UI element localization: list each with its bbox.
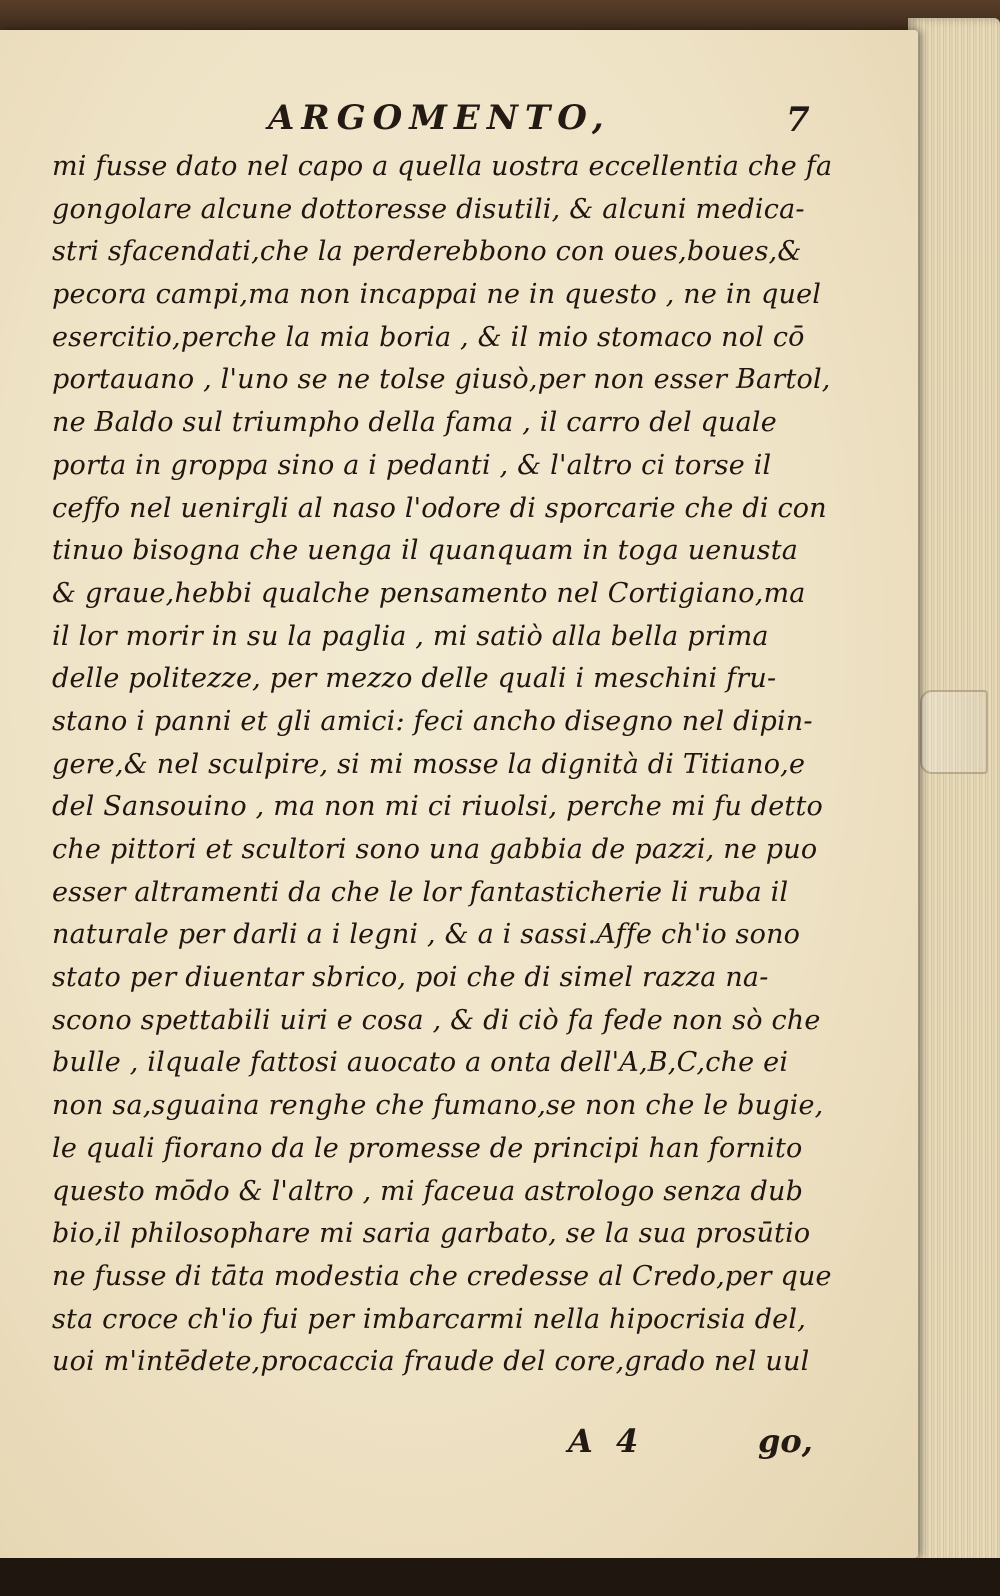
text-block: [52, 146, 842, 1384]
text-line: le quali fiorano da le promesse de principi han fornito: [52, 1132, 803, 1164]
text-line: gongolare alcune dottoresse disutili, & alcuni medica-: [52, 193, 805, 225]
text-line: gere,& nel sculpire, si mi mosse la dignità di Titiano,e: [52, 748, 806, 780]
text-line: tinuo bisogna che uenga il quanquam in toga uenusta: [52, 535, 799, 567]
text-line: naturale per darli a i legni , & a i sassi.Affe ch'io sono: [52, 919, 801, 951]
text-line: stano i panni et gli amici: feci ancho disegno nel dipin-: [52, 705, 813, 737]
text-line: esser altramenti da che le lor fantasticherie li ruba il: [52, 876, 789, 908]
text-line: ne Baldo sul triumpho della fama , il carro del quale: [52, 407, 777, 439]
text-line: scono spettabili uiri e cosa , & di ciò fa fede non sò che: [52, 1004, 821, 1036]
text-line: sta croce ch'io fui per imbarcarmi nella hipocrisia del,: [52, 1303, 806, 1335]
text-line: porta in groppa sino a i pedanti , & l'altro ci torse il: [52, 449, 772, 481]
signature-mark: A 4: [568, 1422, 645, 1460]
text-line: ne fusse di tāta modestia che credesse al Credo,per que: [52, 1260, 832, 1292]
text-line: pecora campi,ma non incappai ne in questo , ne in quel: [52, 279, 822, 311]
table-surface: [0, 1558, 1000, 1596]
text-line: ceffo nel uenirgli al naso l'odore di sporcarie che di con: [52, 492, 827, 524]
text-line: esercitio,perche la mia boria , & il mio stomaco nol cō: [52, 321, 805, 353]
page-edges: [908, 18, 1000, 1573]
text-line: questo mōdo & l'altro , mi faceua astrologo senza dub: [52, 1175, 804, 1207]
text-line: stato per diuentar sbrico, poi che di simel razza na-: [52, 962, 769, 994]
text-line: che pittori et scultori sono una gabbia de pazzi, ne puo: [52, 834, 818, 865]
text-line: mi fusse dato nel capo a quella uostra eccellentia che fa: [52, 151, 833, 182]
text-line: bio,il philosophare mi saria garbato, se la sua prosūtio: [52, 1218, 811, 1250]
text-line: portauano , l'uno se ne tolse giusò,per non esser Bartol,: [52, 364, 831, 396]
text-line: & graue,hebbi qualche pensamento nel Cortigiano,ma: [52, 577, 806, 609]
text-line: bulle , ilquale fattosi auocato a onta dell'A,B,C,che ei: [52, 1047, 789, 1079]
running-head: ARGOMENTO,: [268, 98, 611, 138]
book-page: [0, 30, 918, 1558]
text-line: non sa,sguaina renghe che fumano,se non che le bugie,: [52, 1090, 824, 1122]
clasp-tab: [920, 690, 988, 774]
text-line: stri sfacendati,che la perderebbono con oues,boues,&: [52, 236, 802, 268]
text-line: il lor morir in su la paglia , mi satiò alla bella prima: [52, 620, 769, 652]
catchword: go,: [758, 1422, 813, 1460]
book-cover-edge: [0, 0, 1000, 30]
text-line: delle politezze, per mezzo delle quali i meschini fru-: [52, 663, 777, 695]
page-number: 7: [786, 100, 810, 140]
text-line: uoi m'intēdete,procaccia fraude del core,grado nel uul: [52, 1346, 810, 1378]
text-line: del Sansouino , ma non mi ci riuolsi, perche mi fu detto: [52, 791, 823, 823]
